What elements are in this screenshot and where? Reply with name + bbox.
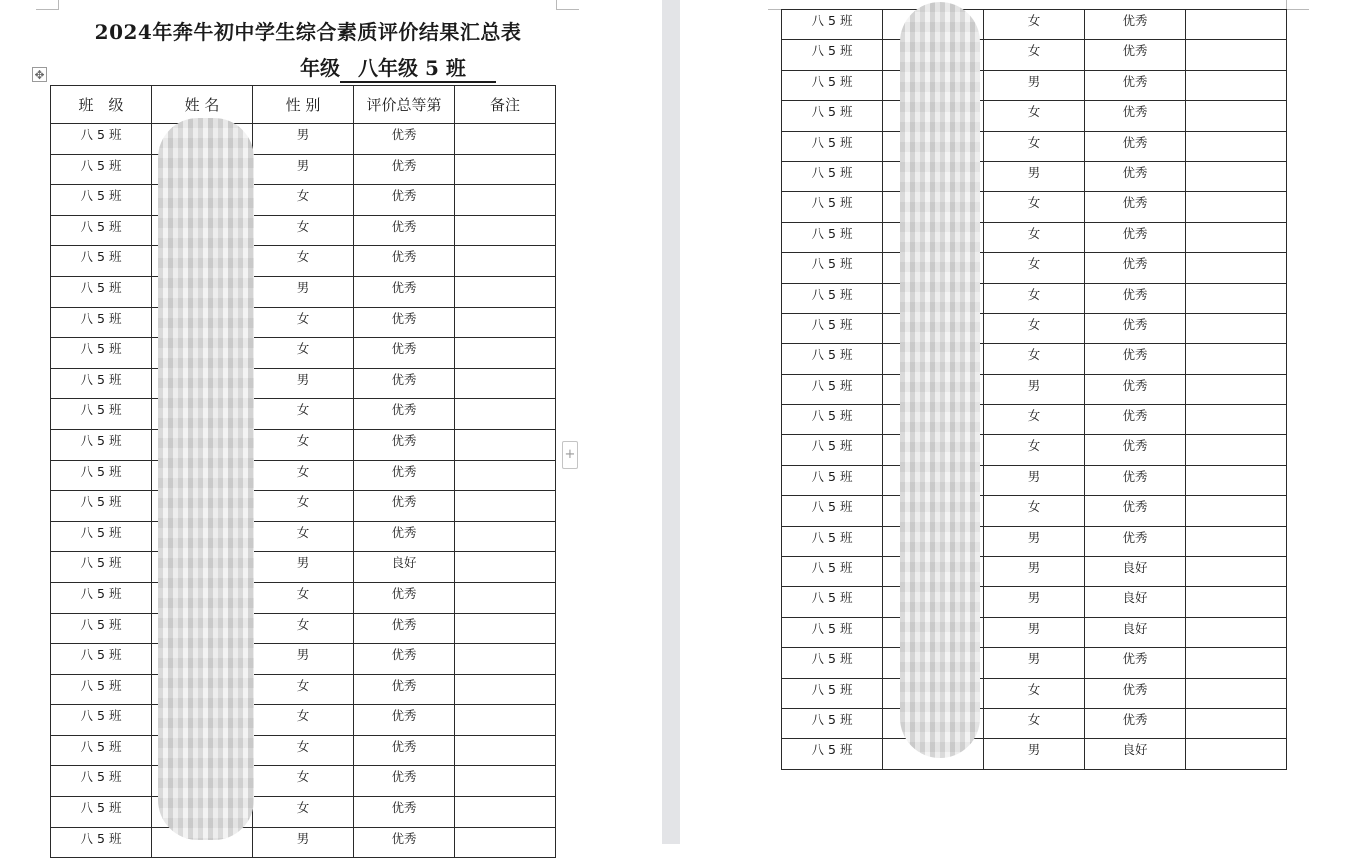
cell-grade: 优秀 xyxy=(1085,253,1186,283)
cell-remark xyxy=(1186,435,1287,465)
table-row xyxy=(51,674,556,705)
cell-class: 八 5 班 xyxy=(782,587,883,617)
cell-class: 八 5 班 xyxy=(782,678,883,708)
cell-gender: 女 xyxy=(253,429,354,460)
table-row xyxy=(51,276,556,307)
cell-grade: 优秀 xyxy=(1085,708,1186,738)
header-class: 班 级 xyxy=(51,86,152,124)
cell-grade: 优秀 xyxy=(354,735,455,766)
cell-class: 八 5 班 xyxy=(51,124,152,155)
cell-class: 八 5 班 xyxy=(51,368,152,399)
cell-class: 八 5 班 xyxy=(51,582,152,613)
cell-class: 八 5 班 xyxy=(782,465,883,495)
cell-grade: 优秀 xyxy=(1085,405,1186,435)
cell-gender: 女 xyxy=(984,678,1085,708)
cell-gender: 男 xyxy=(984,557,1085,587)
page-corner-mark xyxy=(1286,0,1309,10)
cell-remark xyxy=(455,797,556,828)
cell-remark xyxy=(455,766,556,797)
table-row xyxy=(782,526,1287,556)
cell-gender: 女 xyxy=(984,131,1085,161)
table-move-handle[interactable] xyxy=(32,67,47,82)
cell-gender: 女 xyxy=(984,313,1085,343)
cell-grade: 优秀 xyxy=(354,338,455,369)
cell-grade: 优秀 xyxy=(1085,496,1186,526)
cell-class: 八 5 班 xyxy=(782,161,883,191)
cell-remark xyxy=(455,215,556,246)
cell-gender: 男 xyxy=(984,70,1085,100)
table-row xyxy=(782,465,1287,495)
cell-class: 八 5 班 xyxy=(782,70,883,100)
cell-grade: 优秀 xyxy=(354,644,455,675)
cell-class: 八 5 班 xyxy=(782,222,883,252)
cell-gender: 女 xyxy=(253,491,354,522)
cell-class: 八 5 班 xyxy=(782,617,883,647)
cell-gender: 女 xyxy=(984,496,1085,526)
cell-grade: 优秀 xyxy=(1085,435,1186,465)
cell-gender: 女 xyxy=(984,708,1085,738)
cell-remark xyxy=(1186,708,1287,738)
table-row xyxy=(782,496,1287,526)
cell-grade: 优秀 xyxy=(354,399,455,430)
cell-gender: 男 xyxy=(984,617,1085,647)
cell-class: 八 5 班 xyxy=(51,185,152,216)
cell-gender: 女 xyxy=(253,215,354,246)
cell-grade: 优秀 xyxy=(354,766,455,797)
table-row xyxy=(51,582,556,613)
table-row xyxy=(51,368,556,399)
cell-remark xyxy=(455,735,556,766)
cell-remark xyxy=(455,521,556,552)
cell-gender: 女 xyxy=(253,460,354,491)
cell-gender: 男 xyxy=(984,526,1085,556)
cell-remark xyxy=(455,552,556,583)
cell-gender: 女 xyxy=(253,735,354,766)
cell-grade: 优秀 xyxy=(1085,344,1186,374)
table-add-row-handle[interactable] xyxy=(562,441,578,469)
cell-gender: 女 xyxy=(984,283,1085,313)
cell-gender: 女 xyxy=(253,399,354,430)
cell-grade: 良好 xyxy=(354,552,455,583)
table-row xyxy=(782,617,1287,647)
document-title: 2024年奔牛初中学生综合素质评价结果汇总表 xyxy=(94,20,522,44)
cell-remark xyxy=(1186,161,1287,191)
cell-remark xyxy=(455,124,556,155)
cell-class: 八 5 班 xyxy=(782,131,883,161)
table-row xyxy=(782,283,1287,313)
cell-grade: 优秀 xyxy=(1085,40,1186,70)
cell-class: 八 5 班 xyxy=(782,40,883,70)
cell-remark xyxy=(455,613,556,644)
cell-remark xyxy=(455,491,556,522)
cell-grade: 优秀 xyxy=(354,154,455,185)
cell-class: 八 5 班 xyxy=(51,460,152,491)
cell-grade: 优秀 xyxy=(354,613,455,644)
cell-remark xyxy=(1186,617,1287,647)
table-row xyxy=(51,338,556,369)
cell-class: 八 5 班 xyxy=(51,644,152,675)
cell-class: 八 5 班 xyxy=(51,215,152,246)
cell-grade: 优秀 xyxy=(354,797,455,828)
cell-gender: 女 xyxy=(253,797,354,828)
cell-gender: 女 xyxy=(984,101,1085,131)
table-row xyxy=(51,827,556,858)
evaluation-table-continued xyxy=(781,9,1287,770)
cell-class: 八 5 班 xyxy=(51,552,152,583)
cell-grade: 优秀 xyxy=(354,215,455,246)
cell-gender: 女 xyxy=(253,246,354,277)
cell-class: 八 5 班 xyxy=(782,192,883,222)
cell-remark xyxy=(455,827,556,858)
cell-class: 八 5 班 xyxy=(51,735,152,766)
cell-class: 八 5 班 xyxy=(782,253,883,283)
cell-grade: 优秀 xyxy=(1085,222,1186,252)
table-row xyxy=(51,644,556,675)
cell-gender: 女 xyxy=(253,185,354,216)
cell-class: 八 5 班 xyxy=(782,344,883,374)
table-row xyxy=(51,705,556,736)
table-row xyxy=(51,491,556,522)
table-row xyxy=(782,161,1287,191)
cell-grade: 优秀 xyxy=(1085,374,1186,404)
cell-class: 八 5 班 xyxy=(51,827,152,858)
cell-remark xyxy=(455,429,556,460)
cell-grade: 优秀 xyxy=(354,185,455,216)
cell-grade: 优秀 xyxy=(1085,161,1186,191)
cell-gender: 女 xyxy=(253,613,354,644)
cell-gender: 男 xyxy=(253,124,354,155)
cell-remark xyxy=(1186,283,1287,313)
cell-class: 八 5 班 xyxy=(782,496,883,526)
cell-gender: 男 xyxy=(984,374,1085,404)
cell-gender: 男 xyxy=(253,827,354,858)
cell-remark xyxy=(1186,344,1287,374)
table-row xyxy=(782,192,1287,222)
cell-gender: 女 xyxy=(984,435,1085,465)
cell-gender: 男 xyxy=(253,644,354,675)
cell-remark xyxy=(455,307,556,338)
table-row xyxy=(51,460,556,491)
table-row xyxy=(782,557,1287,587)
cell-class: 八 5 班 xyxy=(51,338,152,369)
cell-class: 八 5 班 xyxy=(51,674,152,705)
cell-grade: 良好 xyxy=(1085,617,1186,647)
cell-remark xyxy=(1186,405,1287,435)
cell-remark xyxy=(1186,10,1287,40)
cell-class: 八 5 班 xyxy=(782,313,883,343)
table-row xyxy=(51,215,556,246)
table-row xyxy=(782,587,1287,617)
cell-class: 八 5 班 xyxy=(782,374,883,404)
table-row xyxy=(51,185,556,216)
cell-gender: 男 xyxy=(253,154,354,185)
cell-grade: 优秀 xyxy=(354,460,455,491)
table-row xyxy=(782,40,1287,70)
cell-class: 八 5 班 xyxy=(782,435,883,465)
table-row xyxy=(51,797,556,828)
cell-remark xyxy=(455,185,556,216)
cell-class: 八 5 班 xyxy=(782,557,883,587)
cell-gender: 女 xyxy=(253,307,354,338)
cell-grade: 优秀 xyxy=(354,705,455,736)
table-row xyxy=(782,131,1287,161)
cell-class: 八 5 班 xyxy=(51,491,152,522)
table-row xyxy=(51,735,556,766)
cell-remark xyxy=(455,644,556,675)
page-corner-mark xyxy=(556,0,579,10)
cell-remark xyxy=(1186,739,1287,769)
move-icon: ✥ xyxy=(34,68,45,82)
cell-class: 八 5 班 xyxy=(782,526,883,556)
cell-remark xyxy=(455,460,556,491)
cell-remark xyxy=(1186,648,1287,678)
cell-remark xyxy=(455,276,556,307)
cell-class: 八 5 班 xyxy=(51,246,152,277)
cell-grade: 优秀 xyxy=(354,429,455,460)
cell-grade: 优秀 xyxy=(1085,678,1186,708)
table-row xyxy=(782,739,1287,769)
cell-gender: 女 xyxy=(253,582,354,613)
header-name: 姓 名 xyxy=(152,86,253,124)
cell-class: 八 5 班 xyxy=(51,613,152,644)
table-row xyxy=(51,429,556,460)
cell-grade: 优秀 xyxy=(354,582,455,613)
cell-remark xyxy=(455,582,556,613)
cell-grade: 良好 xyxy=(1085,739,1186,769)
cell-remark xyxy=(1186,101,1287,131)
cell-grade: 优秀 xyxy=(1085,131,1186,161)
table-row xyxy=(782,374,1287,404)
cell-grade: 优秀 xyxy=(1085,192,1186,222)
cell-class: 八 5 班 xyxy=(51,429,152,460)
cell-gender: 女 xyxy=(253,705,354,736)
cell-gender: 女 xyxy=(253,521,354,552)
table-row xyxy=(51,613,556,644)
cell-class: 八 5 班 xyxy=(782,739,883,769)
cell-remark xyxy=(455,368,556,399)
plus-icon: + xyxy=(564,447,576,462)
cell-class: 八 5 班 xyxy=(51,521,152,552)
cell-class: 八 5 班 xyxy=(782,648,883,678)
table-row xyxy=(782,344,1287,374)
cell-remark xyxy=(1186,313,1287,343)
cell-grade: 优秀 xyxy=(354,276,455,307)
grade-line xyxy=(300,52,496,83)
header-gender: 性 别 xyxy=(253,86,354,124)
cell-grade: 优秀 xyxy=(1085,465,1186,495)
cell-grade: 优秀 xyxy=(354,368,455,399)
evaluation-table xyxy=(50,85,556,858)
privacy-blur xyxy=(900,2,980,758)
cell-remark xyxy=(1186,131,1287,161)
cell-grade: 优秀 xyxy=(1085,313,1186,343)
table-row xyxy=(782,222,1287,252)
cell-grade: 优秀 xyxy=(1085,283,1186,313)
cell-grade: 优秀 xyxy=(354,307,455,338)
cell-remark xyxy=(455,705,556,736)
cell-gender: 男 xyxy=(253,276,354,307)
table-header-row xyxy=(51,86,556,124)
cell-remark xyxy=(1186,222,1287,252)
cell-class: 八 5 班 xyxy=(51,399,152,430)
cell-grade: 优秀 xyxy=(1085,70,1186,100)
cell-class: 八 5 班 xyxy=(782,101,883,131)
cell-gender: 女 xyxy=(984,405,1085,435)
cell-grade: 优秀 xyxy=(354,246,455,277)
cell-grade: 优秀 xyxy=(1085,10,1186,40)
cell-class: 八 5 班 xyxy=(51,705,152,736)
cell-class: 八 5 班 xyxy=(782,10,883,40)
cell-grade: 良好 xyxy=(1085,587,1186,617)
table-row xyxy=(51,399,556,430)
table-row xyxy=(782,313,1287,343)
cell-gender: 男 xyxy=(984,587,1085,617)
cell-remark xyxy=(1186,526,1287,556)
cell-grade: 良好 xyxy=(1085,557,1186,587)
cell-class: 八 5 班 xyxy=(782,283,883,313)
page-corner-mark xyxy=(36,0,59,10)
cell-remark xyxy=(1186,253,1287,283)
cell-class: 八 5 班 xyxy=(782,708,883,738)
cell-grade: 优秀 xyxy=(354,521,455,552)
cell-grade: 优秀 xyxy=(354,124,455,155)
cell-gender: 女 xyxy=(984,222,1085,252)
grade-label: 年级 xyxy=(300,56,340,80)
cell-remark xyxy=(1186,40,1287,70)
cell-remark xyxy=(1186,496,1287,526)
cell-remark xyxy=(455,246,556,277)
table-row xyxy=(51,521,556,552)
table-row xyxy=(782,648,1287,678)
cell-grade: 优秀 xyxy=(354,491,455,522)
cell-gender: 女 xyxy=(984,40,1085,70)
cell-gender: 男 xyxy=(984,739,1085,769)
cell-gender: 女 xyxy=(984,192,1085,222)
cell-remark xyxy=(1186,678,1287,708)
cell-gender: 男 xyxy=(984,465,1085,495)
table-row xyxy=(51,552,556,583)
cell-gender: 男 xyxy=(984,161,1085,191)
table-row xyxy=(782,101,1287,131)
cell-gender: 女 xyxy=(253,338,354,369)
cell-class: 八 5 班 xyxy=(782,405,883,435)
table-row xyxy=(782,678,1287,708)
cell-remark xyxy=(455,338,556,369)
table-row xyxy=(51,124,556,155)
cell-class: 八 5 班 xyxy=(51,766,152,797)
cell-remark xyxy=(1186,465,1287,495)
cell-gender: 女 xyxy=(984,344,1085,374)
cell-grade: 优秀 xyxy=(354,674,455,705)
table-row xyxy=(782,70,1287,100)
table-row xyxy=(51,154,556,185)
privacy-blur xyxy=(158,118,254,840)
table-row xyxy=(782,253,1287,283)
cell-remark xyxy=(1186,374,1287,404)
cell-remark xyxy=(455,674,556,705)
table-row xyxy=(51,307,556,338)
cell-remark xyxy=(1186,587,1287,617)
document-page-left xyxy=(0,0,662,844)
cell-gender: 男 xyxy=(253,368,354,399)
cell-class: 八 5 班 xyxy=(51,797,152,828)
cell-gender: 女 xyxy=(253,674,354,705)
cell-grade: 优秀 xyxy=(1085,526,1186,556)
table-row xyxy=(782,435,1287,465)
cell-class: 八 5 班 xyxy=(51,307,152,338)
cell-gender: 男 xyxy=(984,648,1085,678)
cell-class: 八 5 班 xyxy=(51,276,152,307)
cell-grade: 优秀 xyxy=(1085,648,1186,678)
table-row xyxy=(782,10,1287,40)
table-row xyxy=(51,766,556,797)
cell-remark xyxy=(455,154,556,185)
header-remark: 备注 xyxy=(455,86,556,124)
cell-grade: 优秀 xyxy=(1085,101,1186,131)
page-gutter xyxy=(662,0,680,844)
cell-remark xyxy=(1186,70,1287,100)
table-row xyxy=(51,246,556,277)
cell-gender: 女 xyxy=(984,253,1085,283)
cell-class: 八 5 班 xyxy=(51,154,152,185)
cell-gender: 女 xyxy=(253,766,354,797)
cell-remark xyxy=(1186,557,1287,587)
cell-gender: 女 xyxy=(984,10,1085,40)
cell-grade: 优秀 xyxy=(354,827,455,858)
cell-remark xyxy=(455,399,556,430)
header-grade: 评价总等第 xyxy=(354,86,455,124)
grade-value: 八年级 5 班 xyxy=(340,52,496,83)
cell-remark xyxy=(1186,192,1287,222)
table-row xyxy=(782,708,1287,738)
table-row xyxy=(782,405,1287,435)
cell-gender: 男 xyxy=(253,552,354,583)
